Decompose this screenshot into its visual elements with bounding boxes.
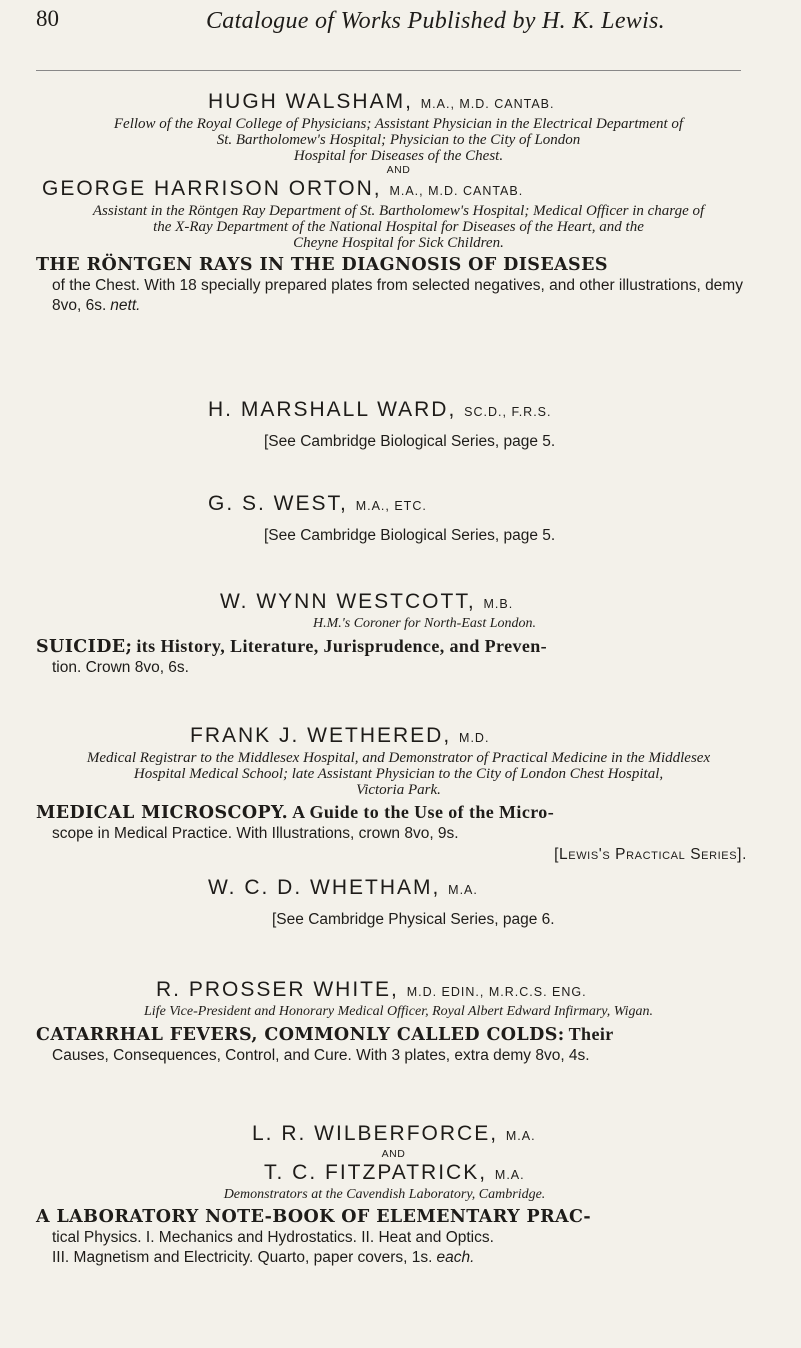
book-title-block [36,802,761,844]
book-title-block [36,636,761,678]
coauthor-credentials: Assistant in the Röntgen Ray Department of St. Bartholomew's Hospital; Medical Officer in charge of the X-Ray Department of the National Hospital for Diseases of the Heart, and the Cheyne Hospital for Sick Children. [92,203,705,251]
entry-prosser-white [36,978,761,1066]
author-degrees: M.B. [483,597,514,611]
book-title: THE RÖNTGEN RAYS IN THE DIAGNOSIS OF DISEASES [36,255,608,275]
author-name: HUGH WALSHAM, M.A., M.D. CANTAB. [208,90,555,113]
see-reference: [See Cambridge Biological Series, page 5. [264,527,556,544]
and-separator: AND [386,164,411,176]
author-name: FRANK J. WETHERED, M.D. [190,724,490,747]
and-separator: AND [381,1148,406,1160]
entry-whetham [36,876,761,930]
book-title: SUICIDE; [36,637,133,657]
see-reference: [See Cambridge Physical Series, page 6. [272,911,555,928]
book-title-block [36,1207,761,1268]
author-degrees: SC.D., F.R.S. [464,405,552,419]
book-description-line-2: III. Magnetism and Electricity. Quarto, paper covers, 1s. [52,1249,433,1266]
book-title-rest: Their [568,1024,614,1044]
entry-walsham-orton [36,90,761,316]
entry-west [36,492,761,546]
coauthor-degrees: M.A. [494,1168,525,1182]
book-title: MEDICAL MICROSCOPY. [36,803,289,823]
book-description: tion. Crown 8vo, 6s. [52,659,189,676]
book-title-rest: A Guide to the Use of the Micro- [292,802,555,822]
coauthor-name: T. C. FITZPATRICK, M.A. [264,1161,525,1184]
book-title-rest: its History, Literature, Jurisprudence, and Preven- [136,636,548,656]
price-note: nett. [110,297,141,314]
running-title: Catalogue of Works Published by H. K. Lewis. [206,8,665,34]
author-credentials: H.M.'s Coroner for North-East London. [313,616,536,631]
book-title: CATARRHAL FEVERS, COMMONLY CALLED COLDS: [36,1025,565,1045]
book-description: of the Chest. With 18 specially prepared plates from selected negatives, and other illustrations, demy 8vo, 6s. [52,277,743,314]
page-number: 80 [36,6,59,31]
author-name: W. WYNN WESTCOTT, M.B. [220,590,514,613]
author-name: G. S. WEST, M.A., ETC. [208,492,427,515]
page-header [36,6,741,44]
book-title-block [36,1024,761,1066]
entry-westcott [36,590,761,678]
book-description: Causes, Consequences, Control, and Cure. With 3 plates, extra demy 8vo, 4s. [52,1047,590,1064]
book-description-line-1: tical Physics. I. Mechanics and Hydrostatics. II. Heat and Optics. [52,1229,494,1246]
author-credentials: Demonstrators at the Cavendish Laboratory, Cambridge. [223,1187,546,1202]
coauthor-name: GEORGE HARRISON ORTON, M.A., M.D. CANTAB. [42,177,524,200]
entry-wilberforce-fitzpatrick [36,1122,761,1268]
author-credentials: Medical Registrar to the Middlesex Hospital, and Demonstrator of Practical Medicine in the Middlesex Hospital Medical School; late Assistant Physician to the City of London Chest Hospital, Victoria Park. [86,750,711,798]
book-title: A LABORATORY NOTE-BOOK OF ELEMENTARY PRAC- [36,1207,591,1227]
header-divider [36,70,741,71]
entry-wethered [36,724,761,864]
price-note: each. [436,1249,475,1266]
author-name: H. MARSHALL WARD, SC.D., F.R.S. [208,398,552,421]
author-name: W. C. D. WHETHAM, M.A. [208,876,478,899]
series-reference: [Lewis's Practical Series]. [554,846,747,863]
entry-marshall-ward [36,398,761,452]
author-name: L. R. WILBERFORCE, M.A. [252,1122,536,1145]
see-reference: [See Cambridge Biological Series, page 5. [264,433,556,450]
author-degrees: M.D. [459,731,490,745]
book-title-block [36,255,761,316]
author-degrees: M.D. EDIN., M.R.C.S. ENG. [406,985,587,999]
author-degrees: M.A., ETC. [355,499,427,513]
author-degrees: M.A. [505,1129,536,1143]
author-degrees: M.A. [448,883,478,897]
author-name: R. PROSSER WHITE, M.D. EDIN., M.R.C.S. ENG. [156,978,587,1001]
author-credentials: Fellow of the Royal College of Physicians; Assistant Physician in the Electrical Department of St. Bartholomew's Hospital; Physician to the City of London Hospital for Diseases of the Chest. [113,116,684,164]
author-degrees: M.A., M.D. CANTAB. [420,97,555,111]
book-description: scope in Medical Practice. With Illustrations, crown 8vo, 9s. [52,825,459,842]
coauthor-degrees: M.A., M.D. CANTAB. [389,184,524,198]
author-credentials: Life Vice-President and Honorary Medical Officer, Royal Albert Edward Infirmary, Wigan. [144,1004,653,1019]
